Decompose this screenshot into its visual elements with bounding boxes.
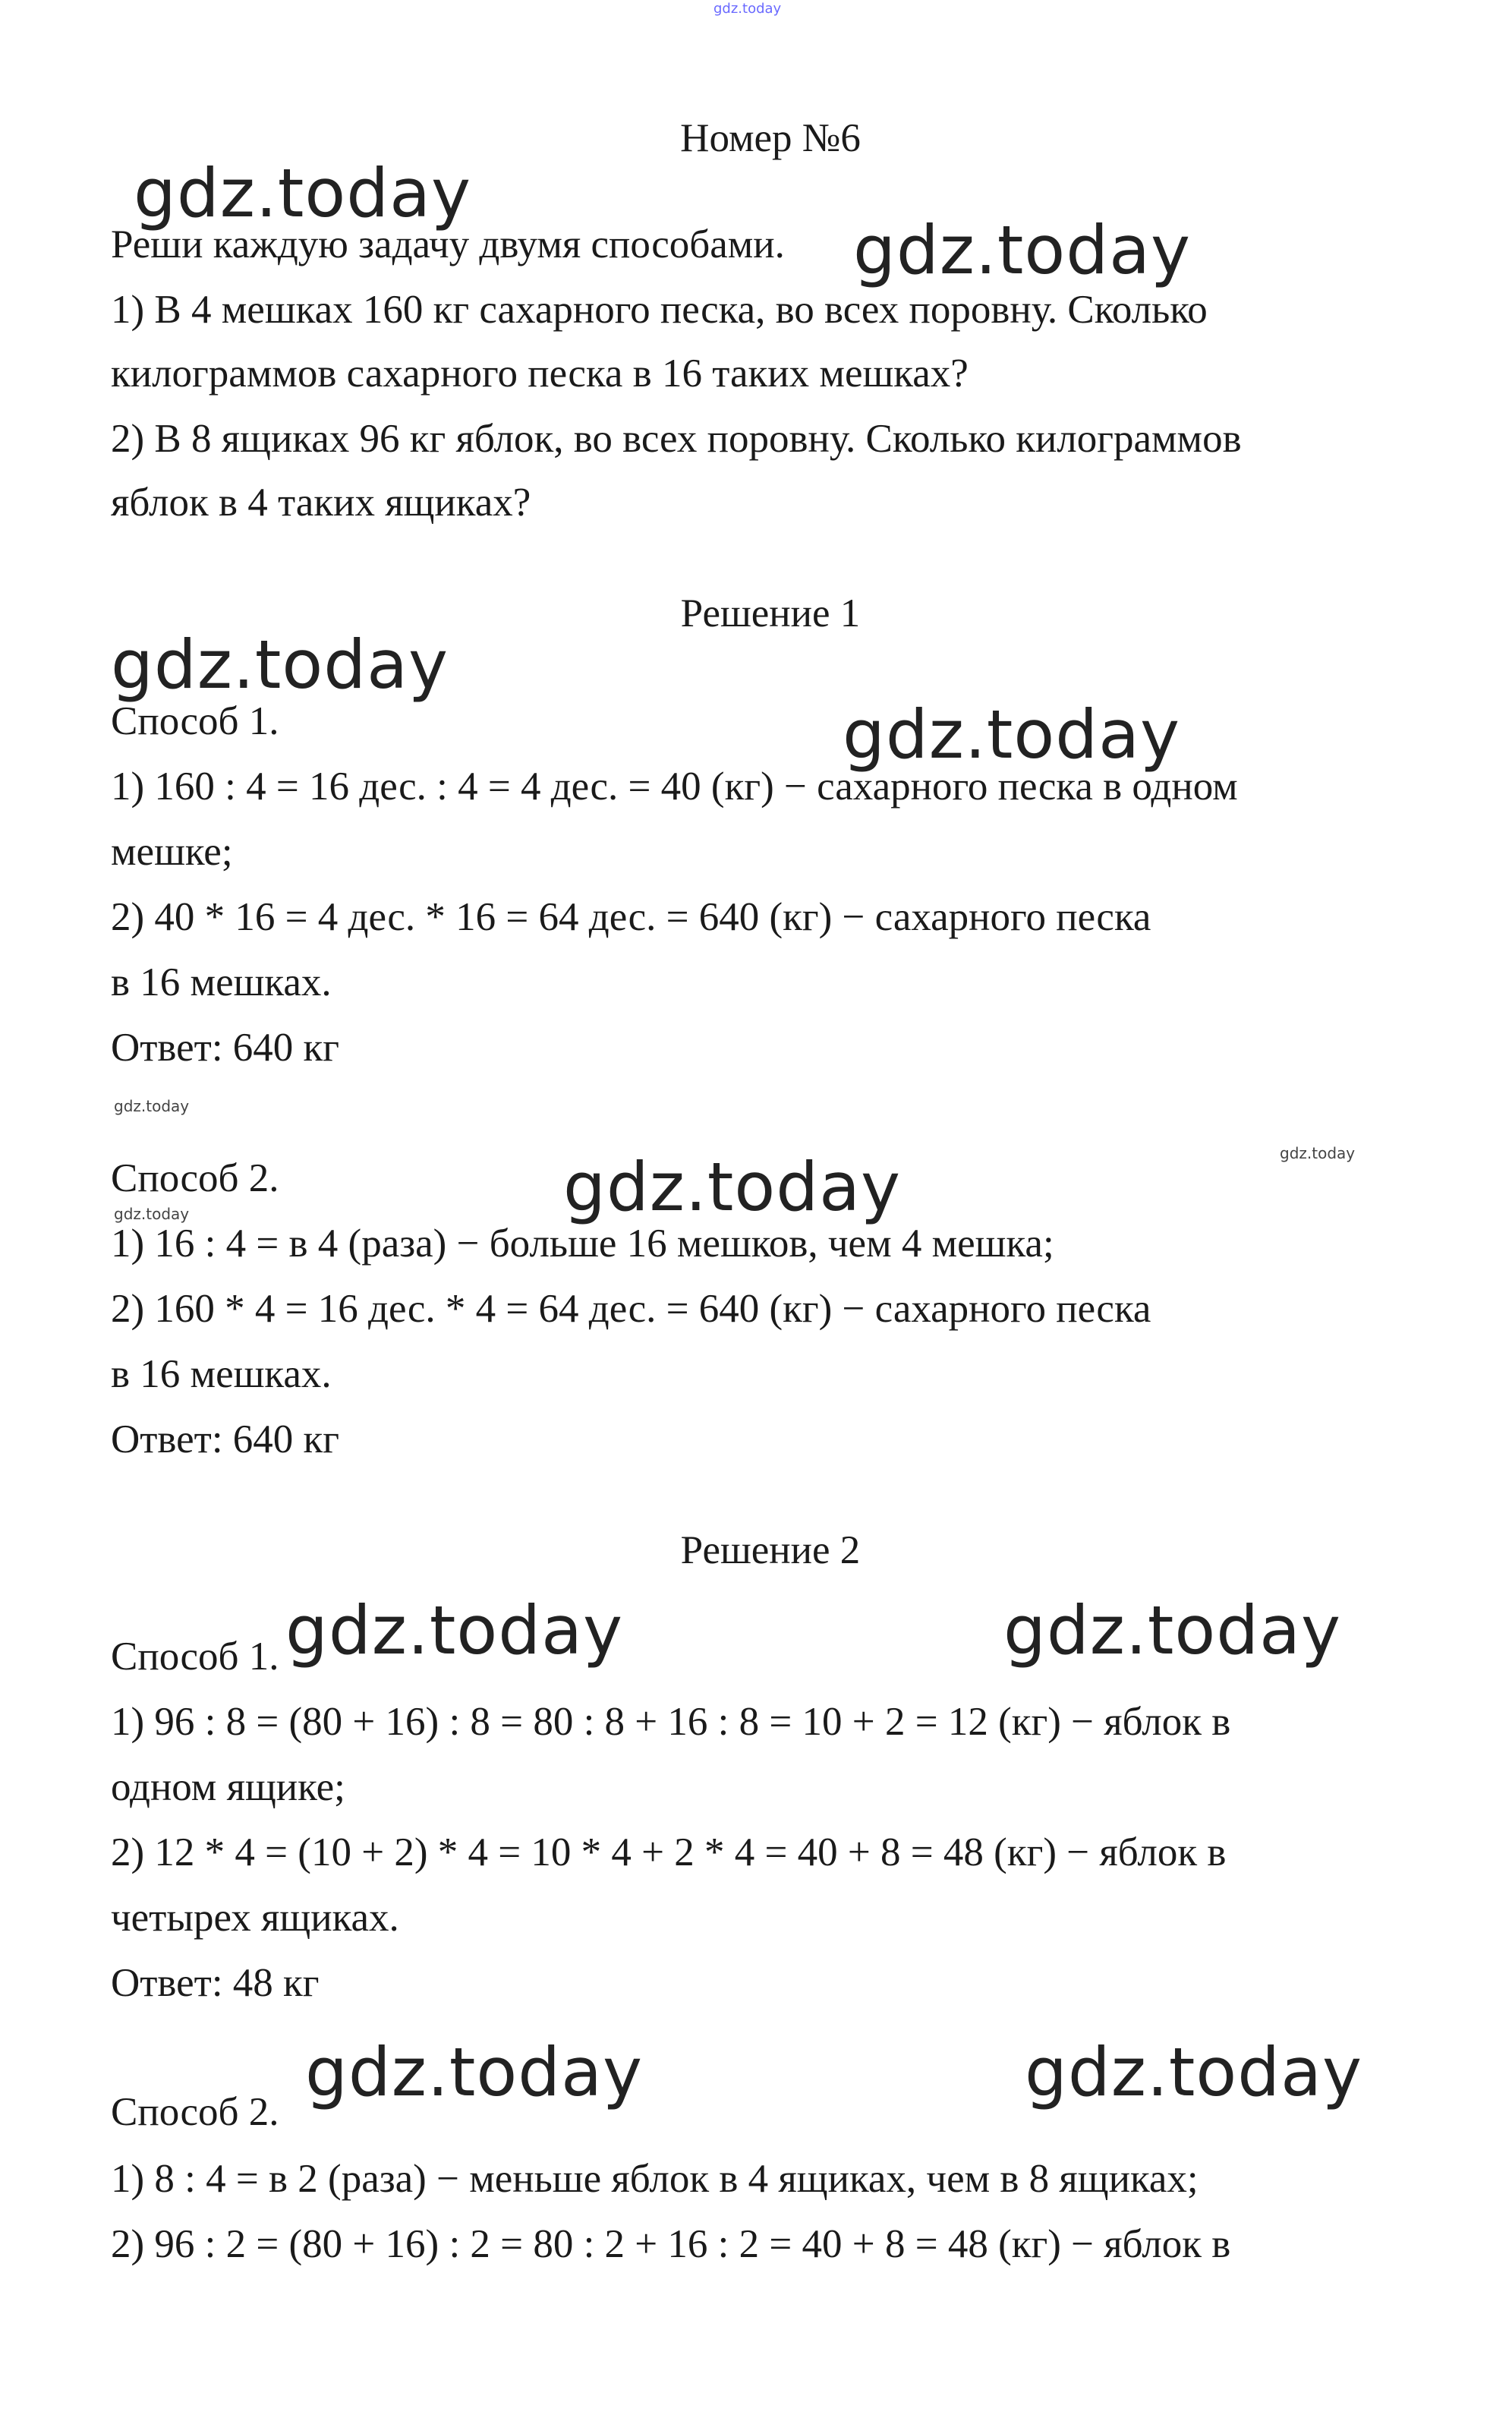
watermark: gdz.today: [563, 1148, 902, 1226]
watermark-small: gdz.today: [114, 1097, 190, 1115]
watermark-small: gdz.today: [1280, 1144, 1356, 1162]
watermark: gdz.today: [305, 2033, 644, 2111]
task-line: 2) В 8 ящиках 96 кг яблок, во всех поровну. Сколько килограммов: [111, 417, 1242, 461]
solution-line: одном ящике;: [111, 1765, 345, 1809]
task-line: 1) В 4 мешках 160 кг сахарного песка, во всех поровну. Сколько: [111, 288, 1208, 332]
solution1-method1-label: Способ 1.: [111, 699, 279, 743]
watermark: gdz.today: [285, 1591, 624, 1669]
solution2-method2-label: Способ 2.: [111, 2090, 279, 2134]
solution-line: 2) 12 * 4 = (10 + 2) * 4 = 10 * 4 + 2 * 4 = 40 + 8 = 48 (кг) − яблок в: [111, 1830, 1227, 1874]
solution2-method1-answer: Ответ: 48 кг: [111, 1961, 320, 2005]
solution-line: в 16 мешках.: [111, 1352, 332, 1396]
solution-line: четырех ящиках.: [111, 1896, 399, 1940]
solution-line: 2) 40 * 16 = 4 дес. * 16 = 64 дес. = 640 (кг) − сахарного песка: [111, 895, 1151, 939]
solution1-method2-answer: Ответ: 640 кг: [111, 1417, 340, 1461]
watermark-top: gdz.today: [713, 1, 782, 17]
page-title: Номер №6: [680, 116, 861, 160]
solution-line: 1) 96 : 8 = (80 + 16) : 8 = 80 : 8 + 16 : 8 = 10 + 2 = 12 (кг) − яблок в: [111, 1700, 1231, 1744]
solution-line: 2) 96 : 2 = (80 + 16) : 2 = 80 : 2 + 16 : 2 = 40 + 8 = 48 (кг) − яблок в: [111, 2222, 1231, 2266]
watermark: gdz.today: [111, 626, 449, 704]
solution2-heading: Решение 2: [680, 1528, 861, 1572]
solution-line: в 16 мешках.: [111, 960, 332, 1004]
watermark: gdz.today: [1025, 2033, 1363, 2111]
task-line: яблок в 4 таких ящиках?: [111, 481, 531, 525]
solution-line: 1) 16 : 4 = в 4 (раза) − больше 16 мешков, чем 4 мешка;: [111, 1222, 1054, 1266]
watermark: gdz.today: [843, 695, 1181, 774]
solution1-method1-answer: Ответ: 640 кг: [111, 1026, 340, 1070]
solution1-method2-label: Способ 2.: [111, 1156, 279, 1200]
solution-line: 2) 160 * 4 = 16 дес. * 4 = 64 дес. = 640 (кг) − сахарного песка: [111, 1287, 1151, 1331]
solution2-method1-label: Способ 1.: [111, 1635, 279, 1679]
task-line: килограммов сахарного песка в 16 таких мешках?: [111, 352, 969, 396]
watermark: gdz.today: [1003, 1591, 1342, 1669]
task-intro: Реши каждую задачу двумя способами.: [111, 222, 785, 266]
solution-line: мешке;: [111, 830, 233, 874]
watermark-small: gdz.today: [114, 1205, 190, 1223]
watermark: gdz.today: [853, 211, 1192, 289]
solution1-heading: Решение 1: [680, 591, 861, 635]
solution-line: 1) 8 : 4 = в 2 (раза) − меньше яблок в 4 ящиках, чем в 8 ящиках;: [111, 2157, 1199, 2201]
watermark: gdz.today: [134, 154, 472, 232]
solution-line: 1) 160 : 4 = 16 дес. : 4 = 4 дес. = 40 (кг) − сахарного песка в одном: [111, 764, 1238, 809]
